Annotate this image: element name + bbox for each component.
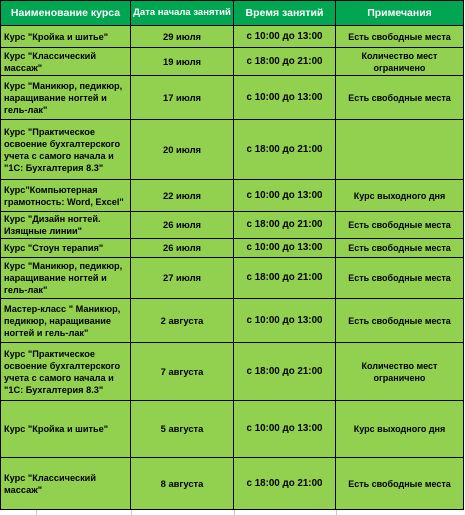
table-row [1, 180, 464, 212]
time-cell: с 18:00 до 21:00 [234, 343, 336, 401]
start-date-cell: 22 июля [131, 180, 234, 212]
course-name-cell: Курс "Кройка и шитье" [1, 401, 131, 458]
table-row [1, 401, 464, 458]
table-row [1, 48, 464, 76]
notes-cell: Курс выходного дня [336, 401, 464, 458]
notes-cell: Есть свободные места [336, 458, 464, 510]
header-course: Наименование курса [1, 1, 131, 26]
column-gridline [36, 510, 37, 515]
start-date-cell: 26 июля [131, 212, 234, 239]
course-name-cell: Курс "Классический массаж" [1, 458, 131, 510]
start-date-cell: 27 июля [131, 258, 234, 299]
start-date-cell: 20 июля [131, 120, 234, 180]
column-gridline [234, 510, 235, 515]
start-date-cell: 2 августа [131, 299, 234, 343]
time-cell: с 10:00 до 13:00 [234, 401, 336, 458]
notes-cell: Есть свободные места [336, 299, 464, 343]
start-date-cell: 5 августа [131, 401, 234, 458]
notes-cell: Количество мест ограничено [336, 343, 464, 401]
course-name-cell: Курс "Практическое освоение бухгалтерского учета с самого начала и "1С: Бухгалтерия 8.3" [1, 343, 131, 401]
table-body [1, 26, 464, 510]
course-name-cell: Курс "Дизайн ногтей. Изящные линии" [1, 212, 131, 239]
header-notes: Примечания [336, 1, 464, 26]
course-name-cell: Курс "Стоун терапия" [1, 239, 131, 258]
time-cell: с 18:00 до 21:00 [234, 48, 336, 76]
time-cell: с 10:00 до 13:00 [234, 299, 336, 343]
time-cell: с 18:00 до 21:00 [234, 212, 336, 239]
notes-cell: Есть свободные места [336, 212, 464, 239]
notes-cell: Количество мест ограничено [336, 48, 464, 76]
notes-cell: Есть свободные места [336, 239, 464, 258]
time-cell: с 18:00 до 21:00 [234, 458, 336, 510]
sheet-bottom-edge [0, 510, 465, 515]
column-gridline [336, 510, 337, 515]
table-row [1, 26, 464, 48]
start-date-cell: 17 июля [131, 76, 234, 120]
column-gridline [131, 510, 132, 515]
start-date-cell: 8 августа [131, 458, 234, 510]
course-name-cell: Мастер-класс " Маникюр, педикюр, наращивание ногтей и гель-лак" [1, 299, 131, 343]
time-cell: с 10:00 до 13:00 [234, 180, 336, 212]
time-cell: с 18:00 до 21:00 [234, 120, 336, 180]
course-name-cell: Курс "Классический массаж" [1, 48, 131, 76]
notes-cell: Курс выходного дня [336, 180, 464, 212]
table-row [1, 258, 464, 299]
table-row [1, 343, 464, 401]
header-row [1, 1, 464, 26]
start-date-cell: 19 июля [131, 48, 234, 76]
time-cell: с 10:00 до 13:00 [234, 76, 336, 120]
table-row [1, 212, 464, 239]
time-cell: с 18:00 до 21:00 [234, 258, 336, 299]
time-cell: с 10:00 до 13:00 [234, 239, 336, 258]
notes-cell: Есть свободные места [336, 76, 464, 120]
table-row [1, 239, 464, 258]
start-date-cell: 29 июля [131, 26, 234, 48]
table-row [1, 299, 464, 343]
header-start-date: Дата начала занятий [131, 1, 234, 26]
course-name-cell: Курс "Кройка и шитье" [1, 26, 131, 48]
course-name-cell: Курс "Маникюр, педикюр, наращивание ногтей и гель-лак" [1, 76, 131, 120]
table-row [1, 458, 464, 510]
notes-cell [336, 120, 464, 180]
table-row [1, 120, 464, 180]
notes-cell: Есть свободные места [336, 26, 464, 48]
start-date-cell: 26 июля [131, 239, 234, 258]
course-name-cell: Курс"Компьютерная грамотность: Word, Excel" [1, 180, 131, 212]
notes-cell: Есть свободные места [336, 258, 464, 299]
time-cell: с 10:00 до 13:00 [234, 26, 336, 48]
course-name-cell: Курс "Практическое освоение бухгалтерского учета с самого начала и "1С: Бухгалтерия 8.3" [1, 120, 131, 180]
course-name-cell: Курс "Маникюр, педикюр, наращивание ногтей и гель-лак" [1, 258, 131, 299]
table-row [1, 76, 464, 120]
header-time: Время занятий [234, 1, 336, 26]
table-header [1, 1, 464, 26]
start-date-cell: 7 августа [131, 343, 234, 401]
